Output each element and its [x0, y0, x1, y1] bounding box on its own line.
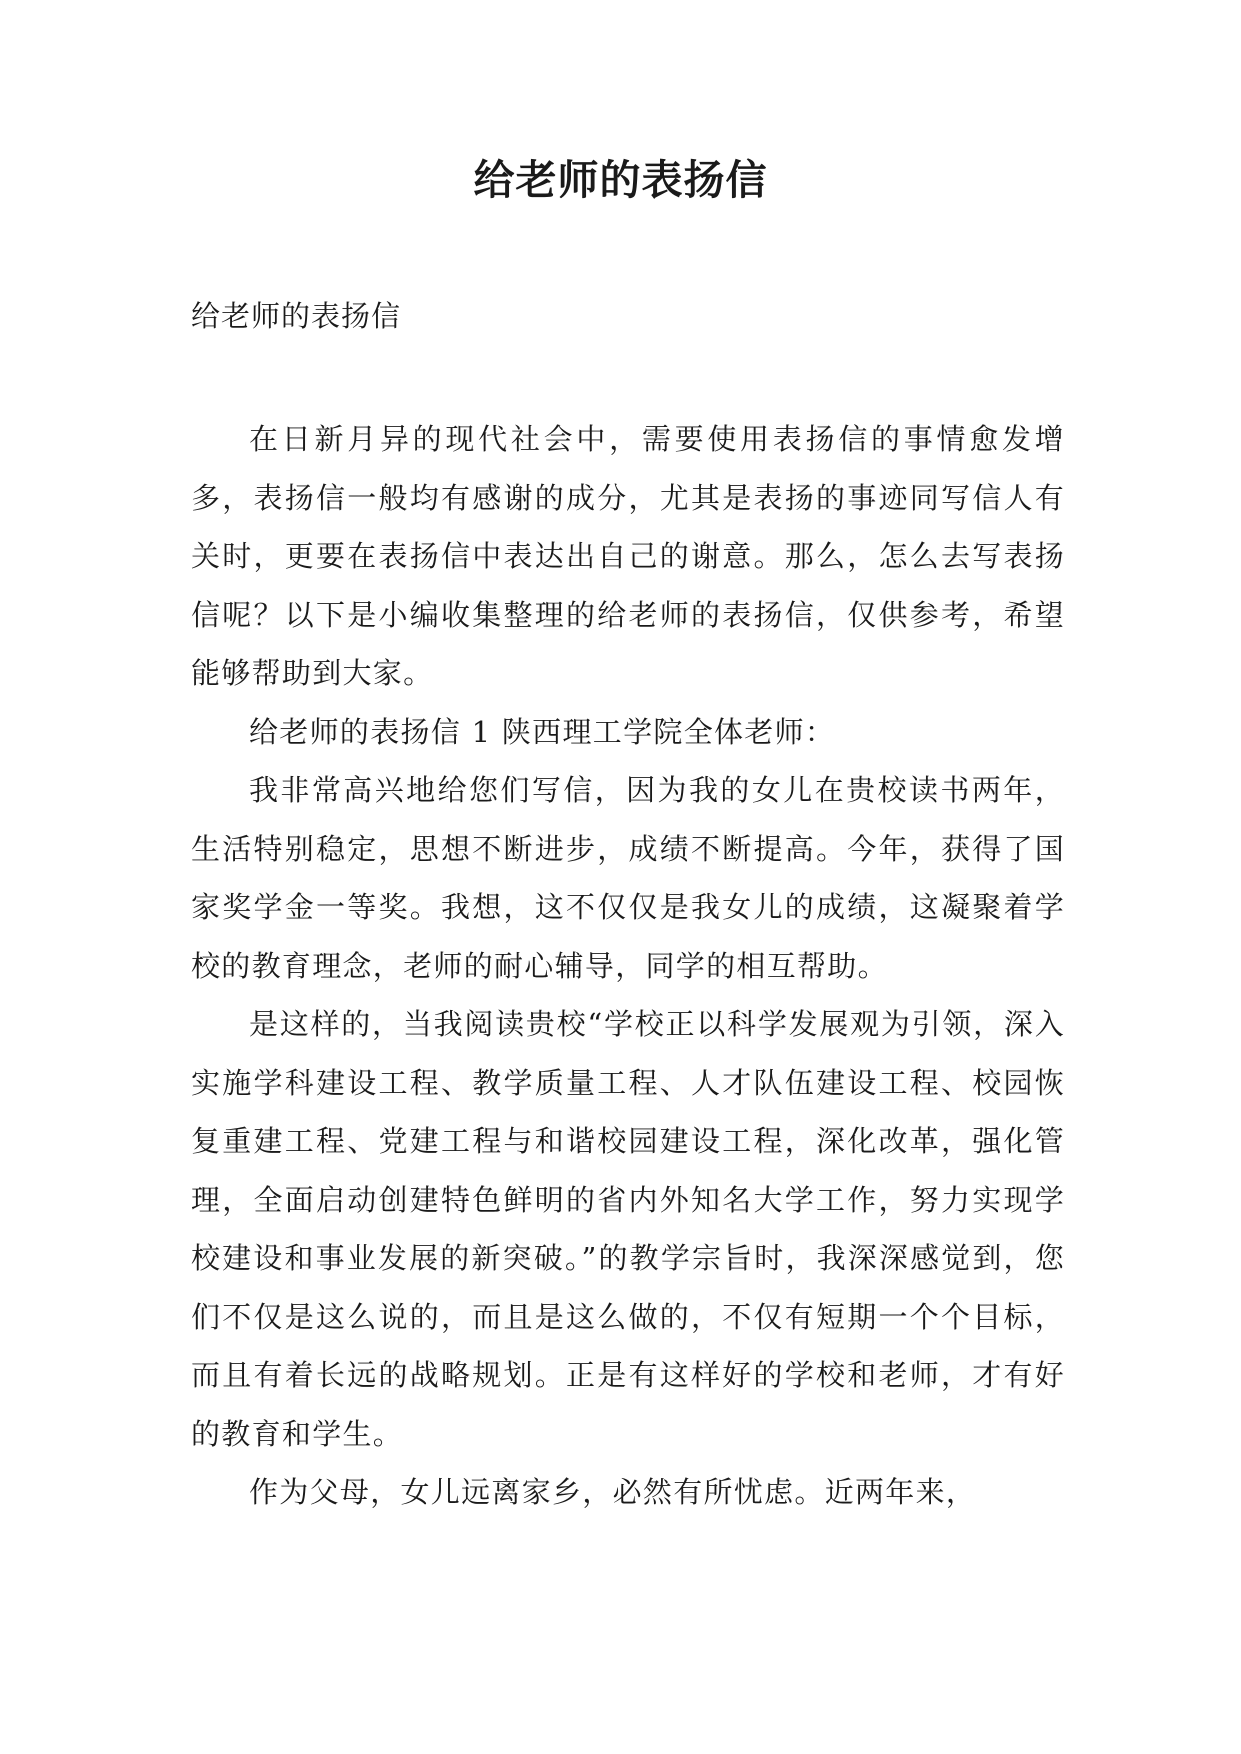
- body-paragraph: 在日新月异的现代社会中，需要使用表扬信的事情愈发增多，表扬信一般均有感谢的成分，尤其是表扬的事迹同写信人有关时，更要在表扬信中表达出自己的谢意。那么，怎么去写表扬信呢？以下是小编收集整理的给老师的表扬信，仅供参考，希望能够帮助到大家。: [191, 422, 1065, 690]
- document-subtitle: 给老师的表扬信: [191, 299, 402, 333]
- document-body: [191, 410, 1065, 1522]
- body-paragraph: 给老师的表扬信 1 陕西理工学院全体老师：: [249, 714, 836, 749]
- body-paragraph: 我非常高兴地给您们写信，因为我的女儿在贵校读书两年，生活特别稳定，思想不断进步，成绩不断提高。今年，获得了国家奖学金一等奖。我想，这不仅仅是我女儿的成绩，这凝聚着学校的教育理念，老师的耐心辅导，同学的相互帮助。: [191, 773, 1065, 983]
- document-title: 给老师的表扬信: [473, 156, 768, 204]
- body-paragraph: 是这样的，当我阅读贵校“学校正以科学发展观为引领，深入实施学科建设工程、教学质量工程、人才队伍建设工程、校园恢复重建工程、党建工程与和谐校园建设工程，深化改革，强化管理，全面启动创建特色鲜明的省内外知名大学工作，努力实现学校建设和事业发展的新突破。”的教学宗旨时，我深深感觉到，您们不仅是这么说的，而且是这么做的，不仅有短期一个个目标，而且有着长远的战略规划。正是有这样好的学校和老师，才有好的教育和学生。: [191, 1007, 1065, 1451]
- body-paragraph: 作为父母，女儿远离家乡，必然有所忧虑。近两年来，: [249, 1475, 977, 1509]
